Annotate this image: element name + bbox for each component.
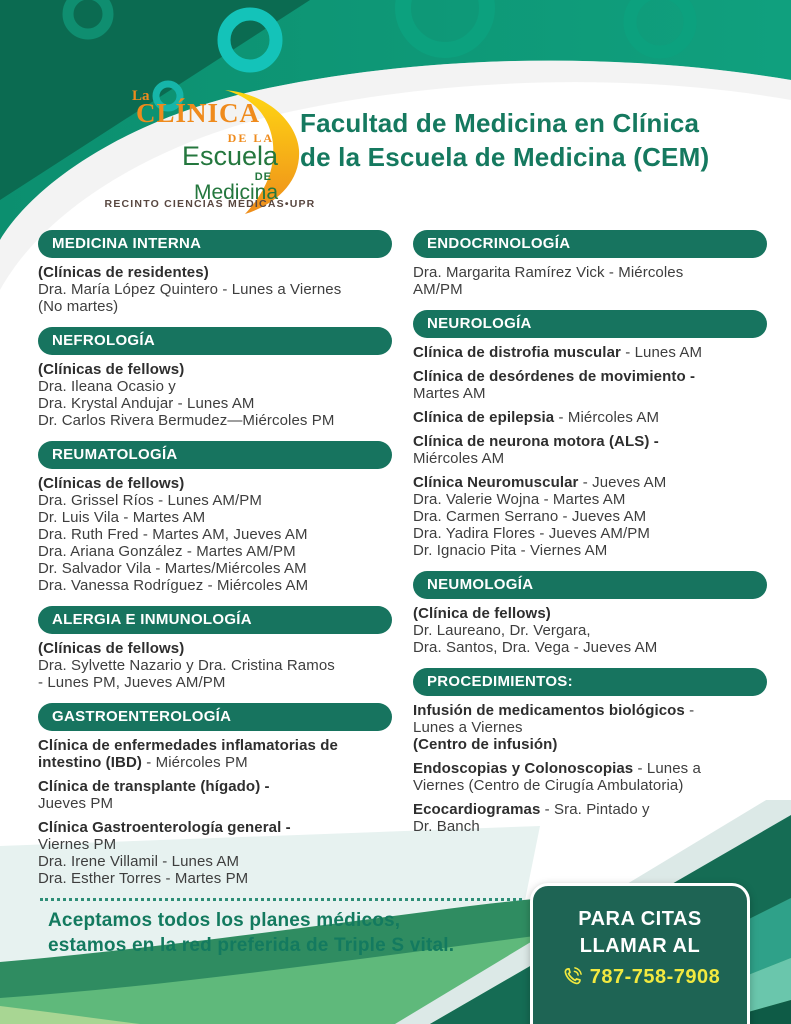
schedule-line-text: Dra. Krystal Andujar - Lunes AM xyxy=(38,395,255,412)
schedule-line xyxy=(413,474,773,491)
schedule-line-text: Dr. Carlos Rivera Bermudez—Miércoles PM xyxy=(38,412,335,429)
schedule-line-text: Dra. Santos, Dra. Vega - Jueves AM xyxy=(413,639,658,656)
schedule-line-text: Dr. Banch xyxy=(413,818,480,835)
department-section xyxy=(38,441,398,594)
schedule-line-bold: Clínica de enfermedades inflamatorias de xyxy=(38,737,338,754)
schedule-line xyxy=(38,778,398,795)
schedule-line xyxy=(413,605,773,622)
schedule-line-text: Dra. María López Quintero - Lunes a Viernes xyxy=(38,281,342,298)
schedule-line xyxy=(38,412,398,429)
schedule-line-text: Dra. Ruth Fred - Martes AM, Jueves AM xyxy=(38,526,308,543)
logo-word-escuela: Escuela xyxy=(181,141,278,171)
schedule-line-text: Dra. Margarita Ramírez Vick - Miércoles xyxy=(413,264,684,281)
schedule-line-text: Dra. Valerie Wojna - Martes AM xyxy=(413,491,626,508)
left-column xyxy=(38,230,398,899)
department-header-pill: REUMATOLOGÍA xyxy=(38,441,392,469)
logo-word-medicina: Medicina xyxy=(193,181,278,204)
schedule-line-text: Viernes (Centro de Cirugía Ambulatoria) xyxy=(413,777,684,794)
cta-line1: PARA CITAS xyxy=(578,908,702,930)
insurance-note-line2: estamos en la red preferida de Triple S vital. xyxy=(48,935,455,956)
department-section xyxy=(413,310,773,559)
schedule-line xyxy=(38,298,398,315)
department-header-pill: NEUROLOGÍA xyxy=(413,310,767,338)
schedule-line xyxy=(38,819,398,836)
schedule-line-text: Dra. Ileana Ocasio y xyxy=(38,378,176,395)
schedule-line xyxy=(413,368,773,385)
logo-word-clinica: CLÍNICA xyxy=(136,98,261,128)
clinic-logo xyxy=(128,88,278,213)
schedule-line xyxy=(38,640,398,657)
schedule-line xyxy=(38,853,398,870)
schedule-line-text: Dr. Salvador Vila - Martes/Miércoles AM xyxy=(38,560,307,577)
schedule-line-text: - Lunes PM, Jueves AM/PM xyxy=(38,674,226,691)
schedule-line-text: AM/PM xyxy=(413,281,463,298)
schedule-line-bold: intestino (IBD) xyxy=(38,754,142,771)
schedule-line-bold: Clínica de epilepsia xyxy=(413,409,555,426)
schedule-line xyxy=(413,542,773,559)
schedule-line xyxy=(413,409,773,426)
department-section xyxy=(413,668,773,835)
schedule-line-text: Martes AM xyxy=(413,385,486,402)
schedule-line-text: Miércoles AM xyxy=(413,450,505,467)
department-header-pill: GASTROENTEROLOGÍA xyxy=(38,703,392,731)
appointments-card xyxy=(530,883,750,1024)
page-title-line2: de la Escuela de Medicina (CEM) xyxy=(300,142,710,172)
schedule-line-text: - Lunes a xyxy=(633,760,701,777)
schedule-line-text: - Miércoles AM xyxy=(554,409,660,426)
schedule-line xyxy=(413,385,773,402)
department-header-pill: MEDICINA INTERNA xyxy=(38,230,392,258)
schedule-line xyxy=(38,795,398,812)
schedule-line xyxy=(38,378,398,395)
schedule-line xyxy=(38,737,398,754)
schedule-line xyxy=(38,395,398,412)
page-title-line1: Facultad de Medicina en Clínica xyxy=(300,108,700,138)
schedule-line xyxy=(38,264,398,281)
page-title xyxy=(300,106,709,174)
department-header-pill: ENDOCRINOLOGÍA xyxy=(413,230,767,258)
schedule-line xyxy=(38,543,398,560)
schedule-line-bold: Clínica de transplante (hígado) - xyxy=(38,778,270,795)
department-header-pill: NEUMOLOGÍA xyxy=(413,571,767,599)
department-section xyxy=(413,230,773,298)
department-header-pill: NEFROLOGÍA xyxy=(38,327,392,355)
schedule-line-text: Dra. Irene Villamil - Lunes AM xyxy=(38,853,240,870)
schedule-line-text: Lunes a Viernes xyxy=(413,719,523,736)
schedule-line-bold: Clínica Neuromuscular xyxy=(413,474,579,491)
logo-word-de: DE xyxy=(254,171,272,183)
schedule-line xyxy=(413,344,773,361)
schedule-line xyxy=(413,281,773,298)
cta-line2: LLAMAR AL xyxy=(579,935,701,957)
dotted-divider xyxy=(40,898,522,901)
schedule-line xyxy=(413,777,773,794)
logo-tagline: RECINTO CIENCIAS MÉDICAS•UPR xyxy=(104,198,316,210)
schedule-line-text: - xyxy=(684,702,695,719)
schedule-line-text: Dra. Carmen Serrano - Jueves AM xyxy=(413,508,647,525)
cta-phone-row xyxy=(533,965,747,989)
logo-word-la: La xyxy=(132,88,150,104)
schedule-line xyxy=(413,719,773,736)
schedule-line xyxy=(413,508,773,525)
department-section xyxy=(413,571,773,656)
schedule-line-text: - Sra. Pintado y xyxy=(540,801,650,818)
schedule-line xyxy=(38,475,398,492)
schedule-line-bold: Clínica de neurona motora (ALS) - xyxy=(413,433,659,450)
schedule-line-bold: Clínica de distrofia muscular xyxy=(413,344,621,361)
schedule-line-text: Dra. Esther Torres - Martes PM xyxy=(38,870,249,887)
schedule-line xyxy=(38,281,398,298)
schedule-line xyxy=(413,801,773,818)
schedule-line xyxy=(413,622,773,639)
schedule-line xyxy=(413,702,773,719)
schedule-line xyxy=(38,492,398,509)
schedule-line-text: Jueves PM xyxy=(38,795,114,812)
schedule-line xyxy=(413,525,773,542)
logo-word-de-la: DE LA xyxy=(227,131,274,145)
schedule-line xyxy=(413,491,773,508)
schedule-line-bold: (Clínica de fellows) xyxy=(413,605,551,622)
schedule-line xyxy=(38,361,398,378)
schedule-line-text: Dra. Yadira Flores - Jueves AM/PM xyxy=(413,525,650,542)
schedule-line-text: - Jueves AM xyxy=(578,474,667,491)
schedule-line xyxy=(38,509,398,526)
schedule-line xyxy=(38,754,398,771)
schedule-line-text: (No martes) xyxy=(38,298,119,315)
schedule-line xyxy=(413,450,773,467)
right-column xyxy=(413,230,773,847)
schedule-line-text: Dr. Ignacio Pita - Viernes AM xyxy=(413,542,608,559)
schedule-line-text: Dr. Laureano, Dr. Vergara, xyxy=(413,622,591,639)
schedule-line xyxy=(38,836,398,853)
schedule-line xyxy=(413,760,773,777)
schedule-line xyxy=(413,264,773,281)
department-section xyxy=(38,703,398,887)
department-section xyxy=(38,230,398,315)
schedule-line xyxy=(38,526,398,543)
schedule-line-bold: Clínica de desórdenes de movimiento - xyxy=(413,368,696,385)
schedule-line xyxy=(38,870,398,887)
schedule-line-bold: Infusión de medicamentos biológicos xyxy=(413,702,685,719)
schedule-line xyxy=(38,560,398,577)
schedule-line xyxy=(38,657,398,674)
schedule-line-text: Dra. Sylvette Nazario y Dra. Cristina Ramos xyxy=(38,657,335,674)
schedule-line xyxy=(413,639,773,656)
phone-number: 787-758-7908 xyxy=(589,965,721,988)
schedule-line xyxy=(38,577,398,594)
schedule-line-bold: Clínica Gastroenterología general - xyxy=(38,819,291,836)
department-header-pill: PROCEDIMIENTOS: xyxy=(413,668,767,696)
schedule-line xyxy=(413,818,773,835)
schedule-line-bold: Ecocardiogramas xyxy=(413,801,541,818)
insurance-note-line1: Aceptamos todos los planes médicos, xyxy=(48,910,401,931)
schedule-line-bold: (Clínicas de residentes) xyxy=(38,264,209,281)
schedule-line-text: Dra. Vanessa Rodríguez - Miércoles AM xyxy=(38,577,309,594)
department-section xyxy=(38,327,398,429)
department-section xyxy=(38,606,398,691)
schedule-line-text: Dr. Luis Vila - Martes AM xyxy=(38,509,206,526)
schedule-line-bold: Endoscopias y Colonoscopias xyxy=(413,760,634,777)
schedule-line-bold: (Clínicas de fellows) xyxy=(38,475,185,492)
department-header-pill: ALERGIA E INMUNOLOGÍA xyxy=(38,606,392,634)
schedule-line xyxy=(413,736,773,753)
schedule-line-text: - Lunes AM xyxy=(620,344,703,361)
schedule-line-bold: (Clínicas de fellows) xyxy=(38,361,185,378)
schedule-line-bold: (Centro de infusión) xyxy=(413,736,558,753)
schedule-line-bold: (Clínicas de fellows) xyxy=(38,640,185,657)
schedule-line-text: Dra. Grissel Ríos - Lunes AM/PM xyxy=(38,492,262,509)
schedule-line xyxy=(413,433,773,450)
schedule-line-text: - Miércoles PM xyxy=(142,754,248,771)
phone-icon xyxy=(560,965,584,989)
insurance-note xyxy=(48,908,454,958)
schedule-line-text: Viernes PM xyxy=(38,836,117,853)
schedule-line-text: Dra. Ariana González - Martes AM/PM xyxy=(38,543,296,560)
schedule-line xyxy=(38,674,398,691)
